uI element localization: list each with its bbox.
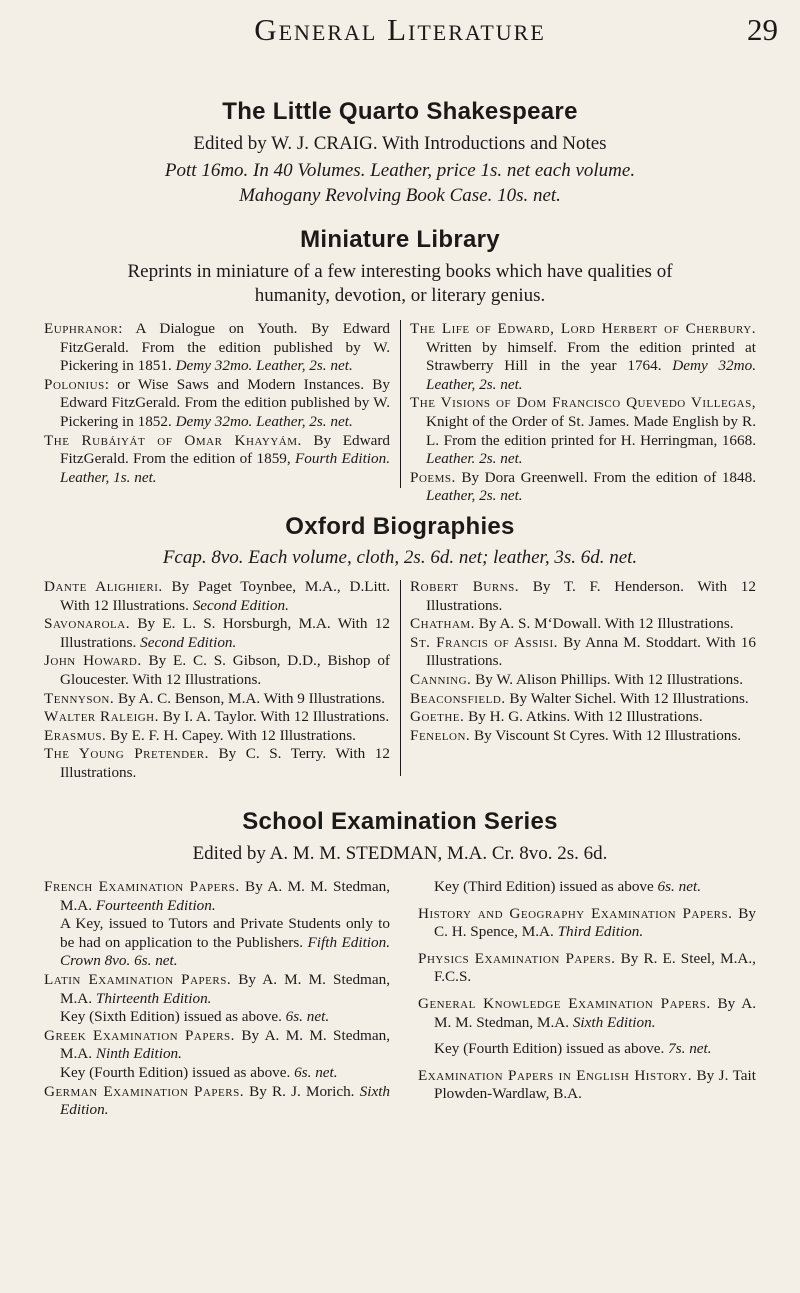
column-divider [400,580,401,776]
entry-edition: 6s. net. [657,878,701,895]
catalogue-entry [44,652,390,689]
entry-title: Physics Examination Papers. [418,949,616,967]
entry-title: French Examination Papers. [44,878,240,895]
catalogue-entry [418,1067,756,1104]
catalogue-entry [418,1040,756,1059]
oxford-format-line: Fcap. 8vo. Each volume, cloth, 2s. 6d. net; leather, 3s. 6d. net. [162,547,638,568]
catalogue-entry [44,432,390,488]
catalogue-entry [44,708,390,727]
quarto-edited-by: Edited by W. J. CRAIG. With Introductions and Notes [193,133,607,154]
catalogue-entry [410,671,756,690]
entry-text: By C. H. Spence, M.A. [434,904,756,941]
quarto-format-line: Pott 16mo. In 40 Volumes. Leather, price 1s. net each volume. [164,160,636,181]
catalogue-entry [44,1064,390,1083]
entry-text: By H. G. Atkins. With 12 Illustrations. [464,708,703,726]
oxford-right-column [410,578,756,745]
entry-text: By A. M. M. Stedman, M.A. [60,1026,390,1063]
catalogue-entry [44,320,390,376]
entry-edition: Thirteenth Edition. [95,989,212,1007]
miniature-left-column [44,320,390,487]
entry-title: Erasmus. [44,726,107,744]
entry-title: The Visions of Dom Francisco Quevedo Villegas, [410,394,756,412]
page-number: 29 [747,12,778,47]
entry-text: By Dora Greenwell. From the edition of 1848. [455,468,756,486]
catalogue-entry [410,690,756,709]
catalogue-entry [410,320,756,394]
catalogue-entry [410,727,756,746]
entry-title: Savonarola. [44,615,130,633]
quarto-heading: The Little Quarto Shakespeare [222,98,578,125]
entry-text: By E. L. S. Horsburgh, M.A. With 12 Illustrations. [60,615,390,651]
entry-edition: Sixth Edition. [60,1082,391,1119]
entry-title: The Young Pretender. [44,745,209,763]
catalogue-entry [410,634,756,671]
entry-edition: Second Edition. [140,633,237,651]
entry-title: Examination Papers in English History. [418,1066,693,1084]
entry-edition: Leather. 2s. net. [426,450,523,468]
entry-text: By R. E. Steel, M.A., F.C.S. [434,949,756,986]
catalogue-entry [44,1008,390,1027]
entry-title: Greek Examination Papers. [44,1026,235,1044]
entry-title: The Life of Edward, Lord Herbert of Cherbury. [410,320,756,337]
entry-edition: Second Edition. [192,596,289,614]
school-heading: School Examination Series [242,808,558,835]
catalogue-entry [44,878,390,915]
catalogue-entry [44,578,390,615]
quarto-case-line: Mahogany Revolving Book Case. 10s. net. [239,185,561,206]
entry-edition: 7s. net. [668,1040,712,1058]
entry-edition: Fourth Edition. Leather, 1s. net. [60,450,390,486]
entry-title: Euphranor [44,320,119,337]
entry-edition: Ninth Edition. [95,1045,182,1063]
entry-edition: Demy 32mo. Leather, 2s. net. [175,357,353,375]
catalogue-entry [418,950,756,987]
entry-title: St. Francis of Assisi. [410,633,558,651]
miniature-heading: Miniature Library [300,226,500,253]
catalogue-entry [44,915,390,971]
entry-title: Fenelon. [410,726,471,744]
entry-text: By C. S. Terry. With 12 Illustrations. [60,745,390,781]
entry-text: By T. F. Henderson. With 12 Illustrations. [426,578,756,614]
entry-title: General Knowledge Examination Papers. [418,994,711,1012]
school-right-column [418,878,756,1104]
entry-title: German Examination Papers. [44,1082,245,1100]
catalogue-entry [410,469,756,506]
entry-edition: 6s. net. [294,1063,338,1081]
catalogue-entry [418,878,756,897]
catalogue-entry [44,615,390,652]
entry-text: Written by himself. From the edition printed at Strawberry Hill in the year 1764. [426,338,756,375]
entry-title: The Rubáiyát of Omar Khayyám. [44,431,302,449]
entry-text: By J. Tait Plowden-Wardlaw, B.A. [434,1066,756,1103]
entry-text: By Edward FitzGerald. From the edition of 1859, [60,431,390,468]
entry-title: Robert Burns. [410,578,520,595]
catalogue-entry [410,708,756,727]
entry-text: By Viscount St Cyres. With 12 Illustrations. [470,726,742,744]
entry-text: Key (Fourth Edition) issued as above. [434,1040,665,1058]
catalogue-entry [418,905,756,942]
entry-text: By A. M. M. Stedman, M.A. [60,878,390,914]
entry-text: By W. Alison Phillips. With 12 Illustrations. [471,670,743,688]
catalogue-entry [44,690,390,709]
entry-title: Tennyson. [44,689,115,707]
school-edited-by: Edited by A. M. M. STEDMAN, M.A. Cr. 8vo. 2s. 6d. [192,843,608,864]
entry-title: Goethe. [410,708,465,726]
entry-text: By A. M. M. Stedman, M.A. [434,994,756,1031]
entry-text: Key (Fourth Edition) issued as above. [60,1063,291,1081]
oxford-left-column [44,578,390,783]
entry-title: Canning. [410,670,472,688]
entry-text: : A Dialogue on Youth. By Edward FitzGerald. From the edition published by W. Pickering in 1851. [60,320,390,375]
entry-title: Latin Examination Papers. [44,970,232,988]
entry-edition: Demy 32mo. Leather, 2s. net. [175,412,353,430]
column-divider [400,320,401,488]
miniature-intro-2: humanity, devotion, or literary genius. [254,285,546,306]
catalogue-entry [44,745,390,782]
entry-edition: Demy 32mo. Leather, 2s. net. [426,357,756,393]
entry-text: By E. C. S. Gibson, D.D., Bishop of Gloucester. With 12 Illustrations. [60,652,390,688]
entry-text: By A. C. Benson, M.A. With 9 Illustrations. [114,689,385,707]
entry-text: A Key, issued to Tutors and Private Students only to be had on application to the Publishers. [60,915,390,951]
entry-text: Knight of the Order of St. James. Made English by R. L. From the edition printed for H. Herringman, 1668. [426,412,756,449]
catalogue-entry [410,578,756,615]
entry-title: Dante Alighieri. [44,578,163,595]
entry-edition: Leather, 2s. net. [426,487,523,505]
entry-text: By E. F. H. Capey. With 12 Illustrations. [106,726,356,744]
catalogue-entry [410,615,756,634]
entry-title: Poems. [410,468,456,486]
entry-edition: 6s. net. [285,1008,330,1026]
entry-title: Polonius [44,375,105,393]
entry-text: Key (Sixth Edition) issued as above. [60,1008,282,1026]
entry-title: John Howard. [44,652,142,670]
oxford-heading: Oxford Biographies [285,513,515,540]
miniature-right-column [410,320,756,506]
entry-title: Beaconsfield. [410,689,506,707]
entry-text: By A. M. M. Stedman, M.A. [60,970,390,1007]
entry-text: By Walter Sichel. With 12 Illustrations. [505,689,749,707]
entry-text: By A. S. M‘Dowall. With 12 Illustrations. [474,615,734,633]
entry-title: History and Geography Examination Papers. [418,904,733,922]
entry-text: By I. A. Taylor. With 12 Illustrations. [158,708,390,726]
miniature-intro-1: Reprints in miniature of a few interesting books which have qualities of [127,261,673,282]
catalogue-entry [44,971,390,1008]
entry-edition: Fifth Edition. Crown 8vo. 6s. net. [60,933,391,970]
entry-text: By Anna M. Stoddart. With 16 Illustrations. [426,633,756,670]
catalogue-entry [418,995,756,1032]
entry-title: Chatham. [410,615,475,633]
entry-text: Key (Third Edition) issued as above [434,878,654,895]
catalogue-entry [44,1027,390,1064]
entry-text: By Paget Toynbee, M.A., D.Litt. With 12 Illustrations. [60,578,391,614]
school-left-column [44,878,390,1120]
entry-text: : or Wise Saws and Modern Instances. By Edward FitzGerald. From the edition published by W. Pickering in 1852. [60,375,390,430]
entry-title: Walter Raleigh. [44,708,159,726]
catalogue-entry [44,376,390,432]
entry-edition: Third Edition. [557,923,644,941]
entry-edition: Fourteenth Edition. [95,896,216,914]
running-title: General Literature [254,12,546,47]
entry-text: By R. J. Morich. [244,1082,355,1100]
entry-edition: Sixth Edition. [572,1013,656,1031]
running-head [0,12,800,52]
catalogue-entry [44,727,390,746]
catalogue-entry [410,394,756,468]
catalogue-entry [44,1083,390,1120]
